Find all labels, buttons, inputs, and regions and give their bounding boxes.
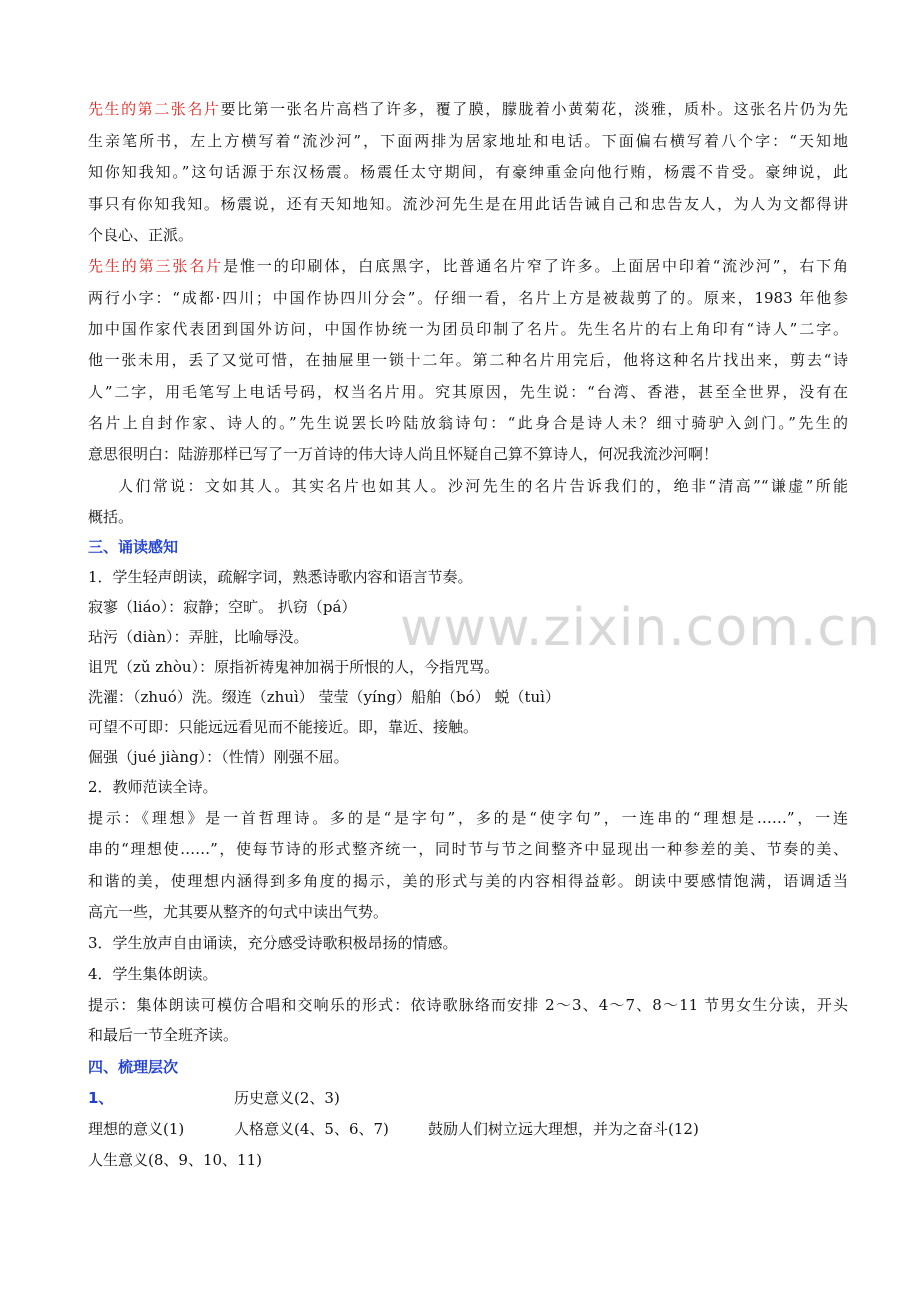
section3-item-1: 1．学生轻声朗读，疏解字词，熟悉诗歌内容和语言节奏。 xyxy=(88,568,473,586)
section4-heading: 四、梳理层次 xyxy=(88,1058,179,1076)
watermark: www.zixin.com.cn xyxy=(400,598,881,658)
card2-line-5: 个良心、正派。 xyxy=(88,226,194,244)
card3-line-1: 先生的第三张名片是惟一的印刷体，白底黑字，比普通名片窄了许多。上面居中印着“流沙河”，右下角 xyxy=(88,257,848,275)
vocab-line-6: 倔强（jué jiàng）：（性情）刚强不屈。 xyxy=(88,748,349,766)
tip2-line-1: 提示：集体朗读可模仿合唱和交响乐的形式：依诗歌脉络而安排 2～3、4～7、8～11 节男女生分读，开头 xyxy=(88,996,848,1014)
section3-item-4: 4．学生集体朗读。 xyxy=(88,965,218,983)
card2-line-4: 事只有你知我知。杨震说，还有天知地知。流沙河先生是在用此话告诫自己和忠告友人，为人为文都得讲 xyxy=(88,195,848,213)
outline-encourage: 鼓励人们树立远大理想，并为之奋斗(12) xyxy=(428,1120,699,1138)
vocab-line-2: 玷污（diàn）：弄脏，比喻辱没。 xyxy=(88,628,309,646)
vocab-line-4: 洗濯：（zhuó）洗。缀连（zhuì） 莹莹（yíng）船舶（bó） 蜕（tuì） xyxy=(88,688,560,706)
card3-line-2: 两行小字：“成都·四川；中国作协四川分会”。仔细一看，名片上方是被裁剪了的。原来，1983 年他参 xyxy=(88,289,848,307)
outline-life: 人生意义(8、9、10、11) xyxy=(88,1151,262,1169)
outline-history: 历史意义(2、3) xyxy=(234,1089,340,1107)
vocab-line-3: 诅咒（zǔ zhòu）：原指祈祷鬼神加祸于所恨的人，今指咒骂。 xyxy=(88,658,500,676)
outline-personality: 人格意义(4、5、6、7) xyxy=(234,1120,389,1138)
vocab-line-5: 可望不可即：只能远远看见而不能接近。即，靠近、接触。 xyxy=(88,718,479,736)
card2-line-3: 知你知我知。”这句话源于东汉杨震。杨震任太守期间，有豪绅重金向他行贿，杨震不肯受。豪绅说，此 xyxy=(88,163,848,181)
card3-line-4: 他一张未用，丢了又觉可惜，在抽屉里一锁十二年。第二种名片用完后，他将这种名片找出来，剪去“诗 xyxy=(88,351,848,369)
tip1-line-4: 高亢一些，尤其要从整齐的句式中读出气势。 xyxy=(88,903,389,921)
vocab-line-1: 寂寥（liáo）：寂静；空旷。 扒窃（pá） xyxy=(88,598,357,616)
tip2-line-2: 和最后一节全班齐读。 xyxy=(88,1026,239,1044)
card2-line-2: 生亲笔所书，左上方横写着“流沙河”，下面两排为居家地址和电话。下面偏右横写着八个字：“天知地 xyxy=(88,132,848,150)
card3-line-7: 意思很明白：陆游那样已写了一万首诗的伟大诗人尚且怀疑自己算不算诗人，何况我流沙河啊！ xyxy=(88,445,719,463)
card3-line-3: 加中国作家代表团到国外访问，中国作协统一为团员印制了名片。先生名片的右上角印有“诗人”二字。 xyxy=(88,320,848,338)
summary-line-2: 概括。 xyxy=(88,508,134,526)
section3-item-2: 2．教师范读全诗。 xyxy=(88,778,218,796)
outline-root: 理想的意义(1) xyxy=(88,1120,185,1138)
card2-lead: 先生的第二张名片 xyxy=(88,100,221,118)
tip1-line-2: 串的“理想使……”，使每节诗的形式整齐统一，同时节与节之间整齐中显现出一种参差的美、节奏的美、 xyxy=(88,840,848,858)
outline-number: 1、 xyxy=(88,1089,114,1107)
section3-heading: 三、诵读感知 xyxy=(88,538,179,556)
card3-line-6: 名片上自封作家、诗人的。”先生说罢长吟陆放翁诗句：“此身合是诗人未？细寸骑驴入剑门。”先生的 xyxy=(88,414,848,432)
card3-lead: 先生的第三张名片 xyxy=(88,257,224,275)
card2-line-1: 先生的第二张名片要比第一张名片高档了许多，覆了膜，朦胧着小黄菊花，淡雅，质朴。这张名片仍为先 xyxy=(88,100,848,118)
tip1-line-1: 提示：《理想》是一首哲理诗。多的是“是字句”，多的是“使字句”，一连串的“理想是……”，一连 xyxy=(88,809,848,827)
section3-item-3: 3．学生放声自由诵读，充分感受诗歌积极昂扬的情感。 xyxy=(88,934,458,952)
summary-line-1: 人们常说：文如其人。其实名片也如其人。沙河先生的名片告诉我们的，绝非“清高”“谦虚”所能 xyxy=(118,477,848,495)
tip1-line-3: 和谐的美，使理想内涵得到多角度的揭示，美的形式与美的内容相得益彰。朗读中要感情饱满，语调适当 xyxy=(88,872,848,890)
card3-line-5: 人”二字，用毛笔写上电话号码，权当名片用。究其原因，先生说：“台湾、香港，甚至全世界，没有在 xyxy=(88,383,848,401)
